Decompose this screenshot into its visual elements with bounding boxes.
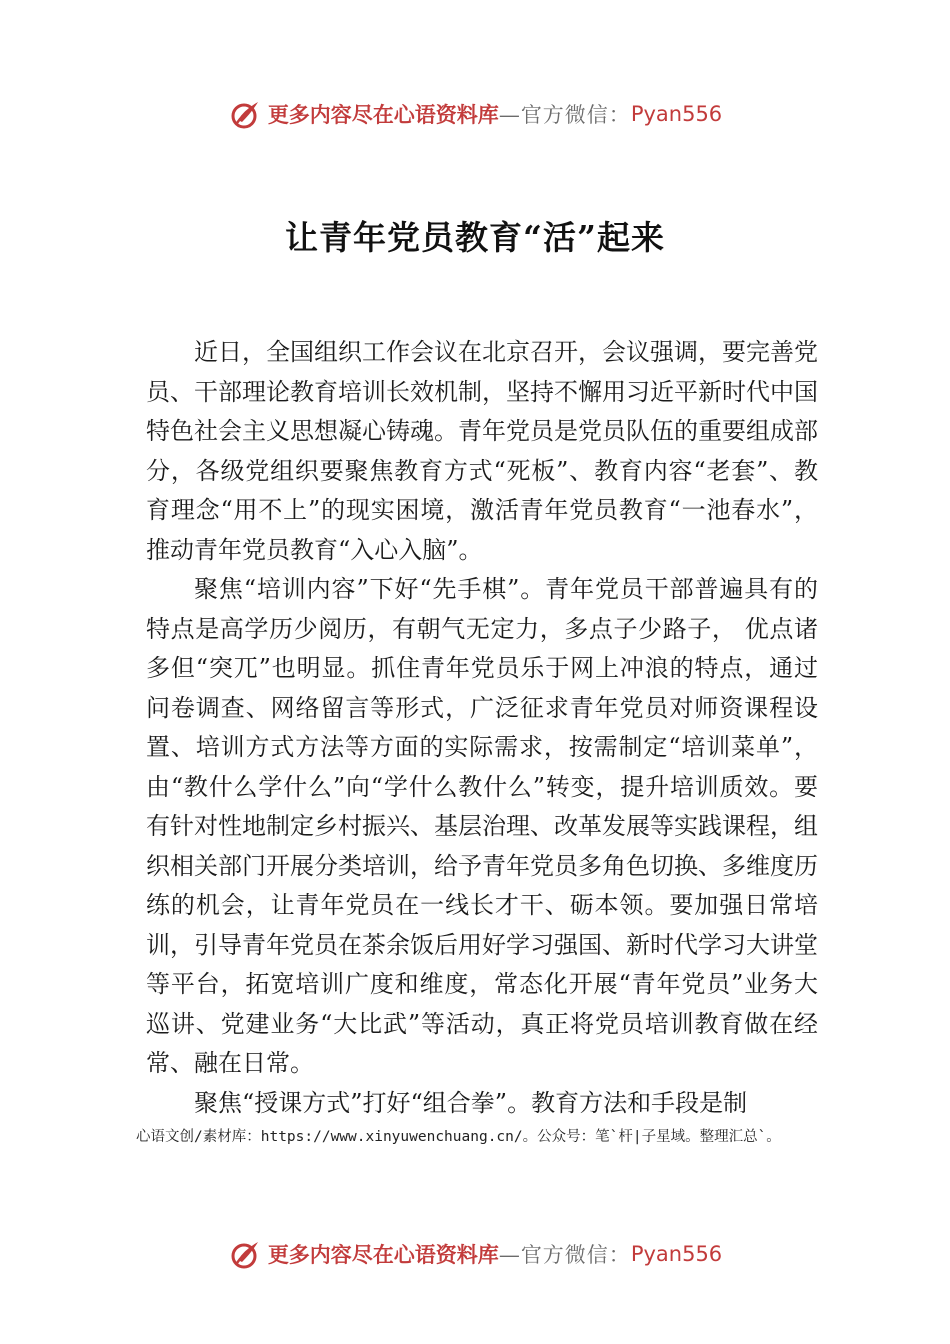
banner-main-text: 更多内容尽在心语资料库 (267, 102, 499, 127)
banner-main-text: 更多内容尽在心语资料库 (267, 1242, 499, 1267)
banner-wechat-id: Pyan556 (630, 102, 723, 126)
paragraph: 聚焦“培训内容”下好“先手棋”。青年党员干部普遍具有的特点是高学历少阅历，有朝气无定力，多点子少路子， 优点诸多但“突兀”也明显。抓住青年党员乐于网上冲浪的特点，通过问卷调查、网络留言等形式，广泛征求青年党员对师资课程设置、培训方式方法等方面的实际需求，按需制定“培训菜单”，由“教什么学什么”向“学什么教什么”转变，提升培训质效。要有针对性地制定乡村振兴、基层治理、改革发展等实践课程，组织相关部门开展分类培训，给予青年党员多角色切换、多维度历练的机会，让青年党员在一线长才干、砺本领。要加强日常培训，引导青年党员在茶余饭后用好学习强国、新时代学习大讲堂等平台，拓宽培训广度和维度，常态化开展“青年党员”业务大巡讲、党建业务“大比武”等活动，真正将党员培训教育做在经常、融在日常。 (146, 575, 818, 1077)
banner-wechat-id: Pyan556 (630, 1242, 723, 1266)
banner-separator-text: —官方微信： (498, 1243, 631, 1267)
page-title: 让青年党员教育“活”起来 (285, 218, 665, 257)
footer-banner (0, 1232, 950, 1276)
banner-separator-text: —官方微信： (498, 103, 631, 127)
paragraph: 近日，全国组织工作会议在北京召开，会议强调，要完善党员、干部理论教育培训长效机制，坚持不懈用习近平新时代中国特色社会主义思想凝心铸魂。青年党员是党员队伍的重要组成部分，各级党组织要聚焦教育方式“死板”、教育内容“老套”、教育理念“用不上”的现实困境，激活青年党员教育“一池春水”，推动青年党员教育“入心入脑”。 (146, 338, 818, 564)
header-banner (0, 92, 950, 136)
brush-logo-icon (228, 96, 264, 132)
footer-source-note: 心语文创/素材库：https://www.xinyuwenchuang.cn/。公众号：笔`杆|子星域。整理汇总`。 (136, 1129, 781, 1145)
paragraph: 聚焦“授课方式”打好“组合拳”。教育方法和手段是制 (194, 1088, 748, 1117)
brush-logo-icon (228, 1236, 264, 1272)
article-body (146, 333, 818, 1123)
